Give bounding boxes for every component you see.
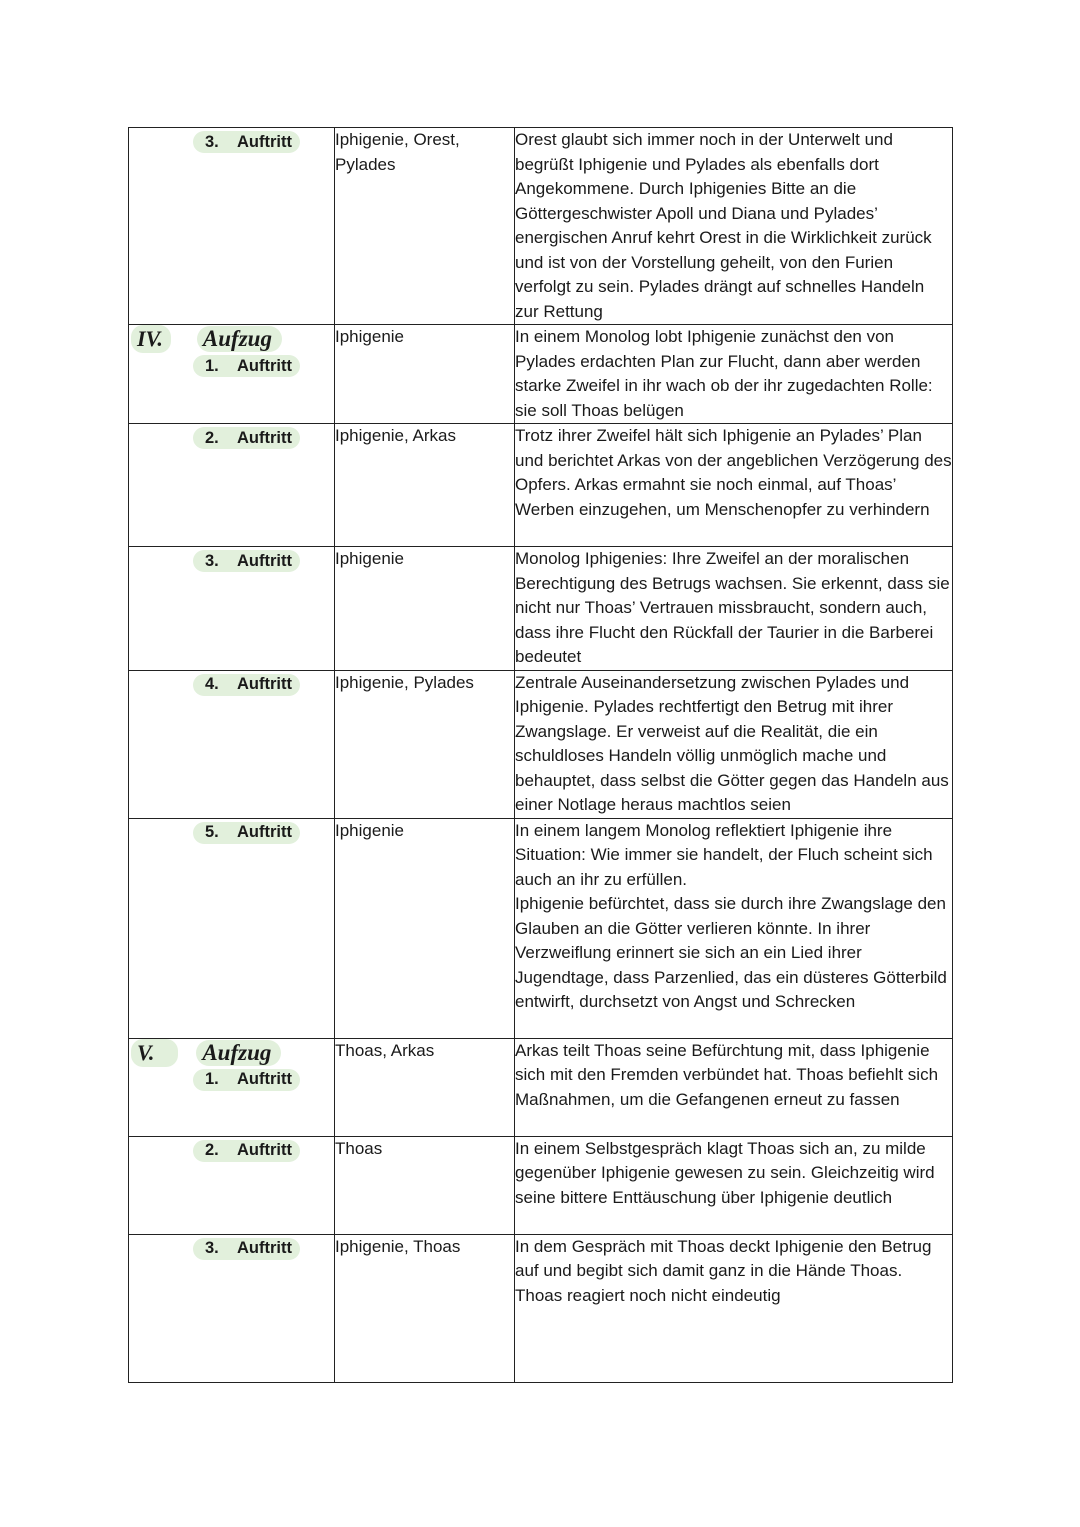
content-cell: Zentrale Auseinandersetzung zwischen Pylades und Iphigenie. Pylades rechtfertigt den Betrug mit ihrer Zwangslage. Er verweist auf die Realität, die ein schuldloses Handeln völlig unmöglich mache und behauptet, dass selbst die Götter gegen das Handeln aus einer Notlage heraus machtlos seien [515,670,953,818]
aufzug-label: Aufzug [197,326,282,352]
table-row [129,1234,953,1382]
content-cell: In dem Gespräch mit Thoas deckt Iphigenie den Betrug auf und begibt sich damit ganz in die Hände Thoas. Thoas reagiert noch nicht eindeutig [515,1234,953,1382]
aufzug-heading [129,325,334,355]
persons-cell: Iphigenie, Pylades [335,670,515,818]
content-paragraph: In einem langem Monolog reflektiert Iphigenie ihre Situation: Wie immer sie handelt, der Fluch scheint sich auch an ihr zu erfüllen. [515,820,933,889]
scene-label-cell [129,1234,335,1382]
scene-label-cell [129,1038,335,1136]
aufzug-heading [129,1039,334,1069]
persons-cell: Thoas, Arkas [335,1038,515,1136]
content-cell: In einem Monolog lobt Iphigenie zunächst den von Pylades erdachten Plan zur Flucht, dann aber werden starke Zweifel in ihr wach ob der ihr zugedachten Rolle: sie soll Thoas belügen [515,325,953,424]
scene-label-cell [129,670,335,818]
table-row [129,818,953,1038]
aufzug-label: Aufzug [196,1040,281,1066]
auftritt-badge: 3. Auftritt [193,131,300,153]
content-cell: Monolog Iphigenies: Ihre Zweifel an der moralischen Berechtigung des Betrugs wachsen. Sie erkennt, dass sie nicht nur Thoas’ Vertrauen missbraucht, sondern auch, dass ihre Flucht den Rückfall der Taurier in die Barberei bedeutet [515,547,953,671]
table-row [129,547,953,671]
aufzug-number: IV. [131,325,171,353]
persons-cell: Thoas [335,1136,515,1234]
scene-label-cell [129,128,335,325]
scene-label-cell [129,424,335,547]
content-cell [515,818,953,1038]
auftritt-badge: 1. Auftritt [193,1069,300,1091]
persons-cell: Iphigenie [335,547,515,671]
aufzug-number: V. [131,1039,178,1067]
table-row [129,325,953,424]
auftritt-badge: 3. Auftritt [193,550,300,572]
persons-cell: Iphigenie, Arkas [335,424,515,547]
scene-label-cell [129,547,335,671]
table-row [129,670,953,818]
persons-cell: Iphigenie [335,325,515,424]
auftritt-badge: 3. Auftritt [193,1238,300,1260]
persons-cell: Iphigenie [335,818,515,1038]
auftritt-badge: 4. Auftritt [193,674,300,696]
table-row [129,424,953,547]
scene-label-cell [129,325,335,424]
auftritt-badge: 2. Auftritt [193,427,300,449]
scene-label-cell [129,818,335,1038]
auftritt-badge: 2. Auftritt [193,1140,300,1162]
table-row [129,1136,953,1234]
auftritt-badge: 1. Auftritt [193,355,300,377]
scene-label-cell [129,1136,335,1234]
auftritt-badge: 5. Auftritt [193,822,300,844]
table-row [129,128,953,325]
content-cell: In einem Selbstgespräch klagt Thoas sich an, zu milde gegenüber Iphigenie gewesen zu sein. Gleichzeitig wird seine bittere Enttäuschung über Iphigenie deutlich [515,1136,953,1234]
persons-cell: Iphigenie, Thoas [335,1234,515,1382]
table-row [129,1038,953,1136]
content-paragraph: Iphigenie befürchtet, dass sie durch ihre Zwangslage den Glauben an die Götter verlieren könnte. In ihrer Verzweiflung erinnert sie sich an ein Lied ihrer Jugendtage, dass Parzenlied, das ein düsteres Götterbild entwirft, durchsetzt von Angst und Schrecken [515,894,947,1011]
content-cell: Trotz ihrer Zweifel hält sich Iphigenie an Pylades’ Plan und berichtet Arkas von der angeblichen Verzögerung des Opfers. Arkas ermahnt sie noch einmal, auf Thoas’ Werben einzugehen, um Menschenopfer zu verhindern [515,424,953,547]
scene-table [128,127,953,1383]
content-cell: Arkas teilt Thoas seine Befürchtung mit, dass Iphigenie sich mit den Fremden verbündet hat. Thoas befiehlt sich Maßnahmen, um die Gefangenen erneut zu fassen [515,1038,953,1136]
content-cell: Orest glaubt sich immer noch in der Unterwelt und begrüßt Iphigenie und Pylades als ebenfalls dort Angekommene. Durch Iphigenies Bitte an die Göttergeschwister Apoll und Diana und Pylades’ energischen Anruf kehrt Orest in die Wirklichkeit zurück und ist von der Vorstellung geheilt, von den Furien verfolgt zu sein. Pylades drängt auf schnelles Handeln zur Rettung [515,128,953,325]
persons-cell: Iphigenie, Orest, Pylades [335,128,515,325]
